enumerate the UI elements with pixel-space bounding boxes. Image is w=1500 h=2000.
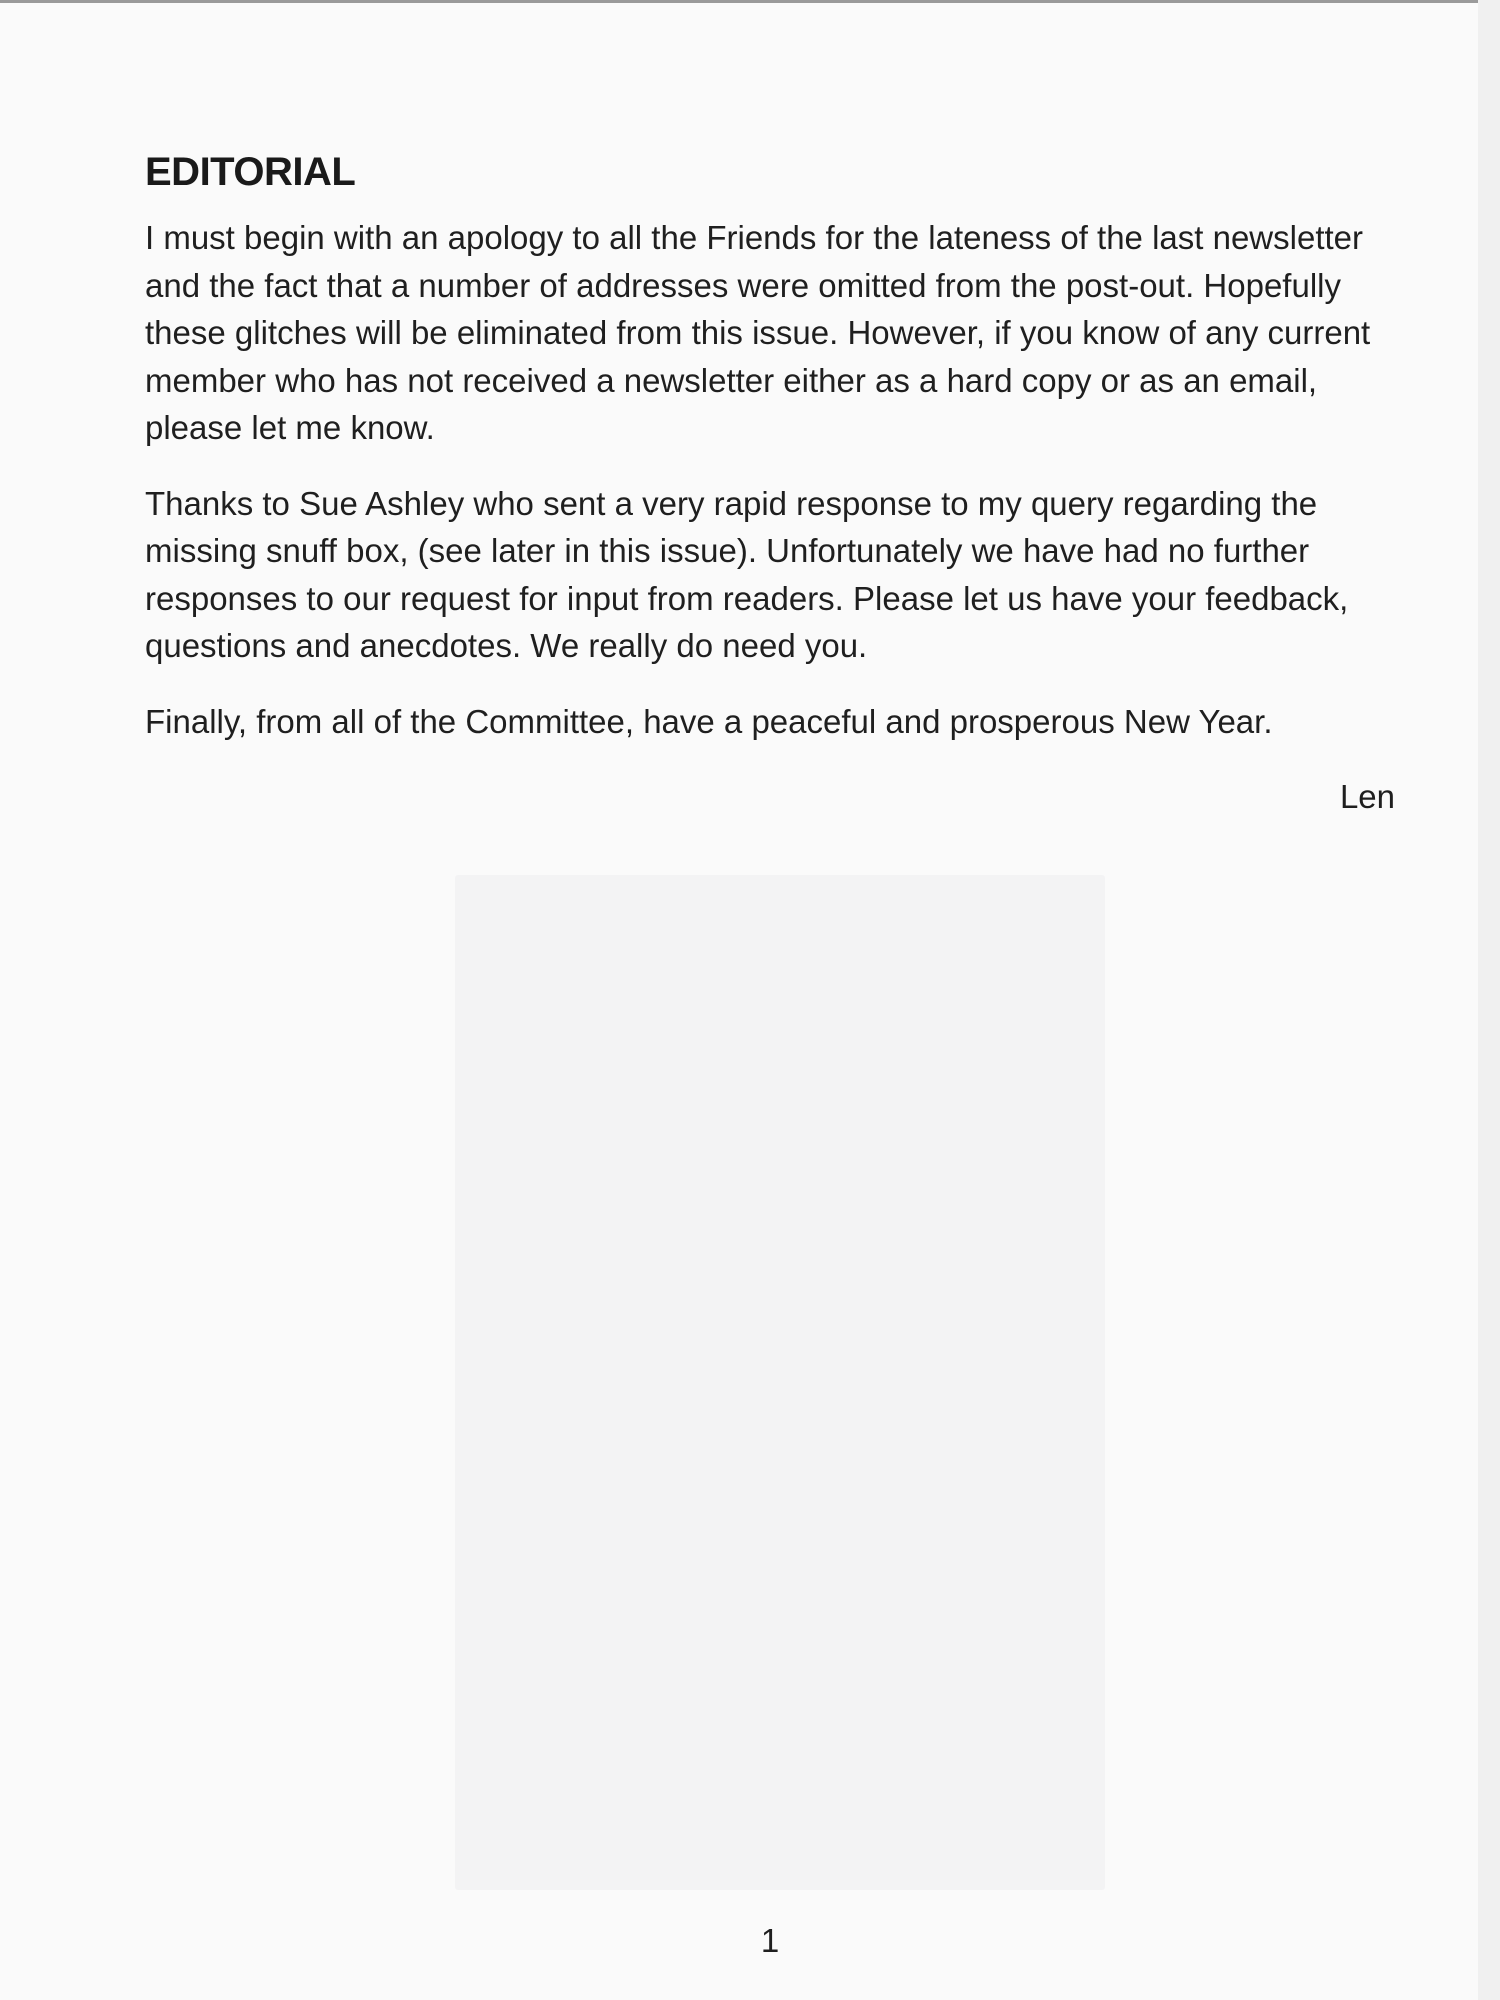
reverse-side-show-through xyxy=(455,875,1105,1890)
editorial-paragraph-1: I must begin with an apology to all the Friends for the lateness of the last newsletter and the fact that a number of addresses were omitted from the post-out. Hopefully these glitches will be eliminated from this issue. However, if you know of any current member who has not received a newsletter either as a hard copy or as an email, please let me know. xyxy=(145,219,1371,446)
editorial-paragraph-3: Finally, from all of the Committee, have a peaceful and prosperous New Year. xyxy=(145,702,1273,740)
editorial-paragraph-2: Thanks to Sue Ashley who sent a very rapid response to my query regarding the missing snuff box, (see later in this issue). Unfortunately we have had no further responses to our request for input from readers. Please let us have your feedback, questions and anecdotes. We really do need you. xyxy=(145,484,1349,664)
editorial-signature: Len xyxy=(1339,778,1395,815)
editorial-section xyxy=(145,150,1395,821)
page-top-edge xyxy=(0,0,1500,3)
page-right-shadow xyxy=(1478,0,1500,2000)
editorial-title: EDITORIAL xyxy=(145,150,356,194)
page-number: 1 xyxy=(760,1922,780,1959)
